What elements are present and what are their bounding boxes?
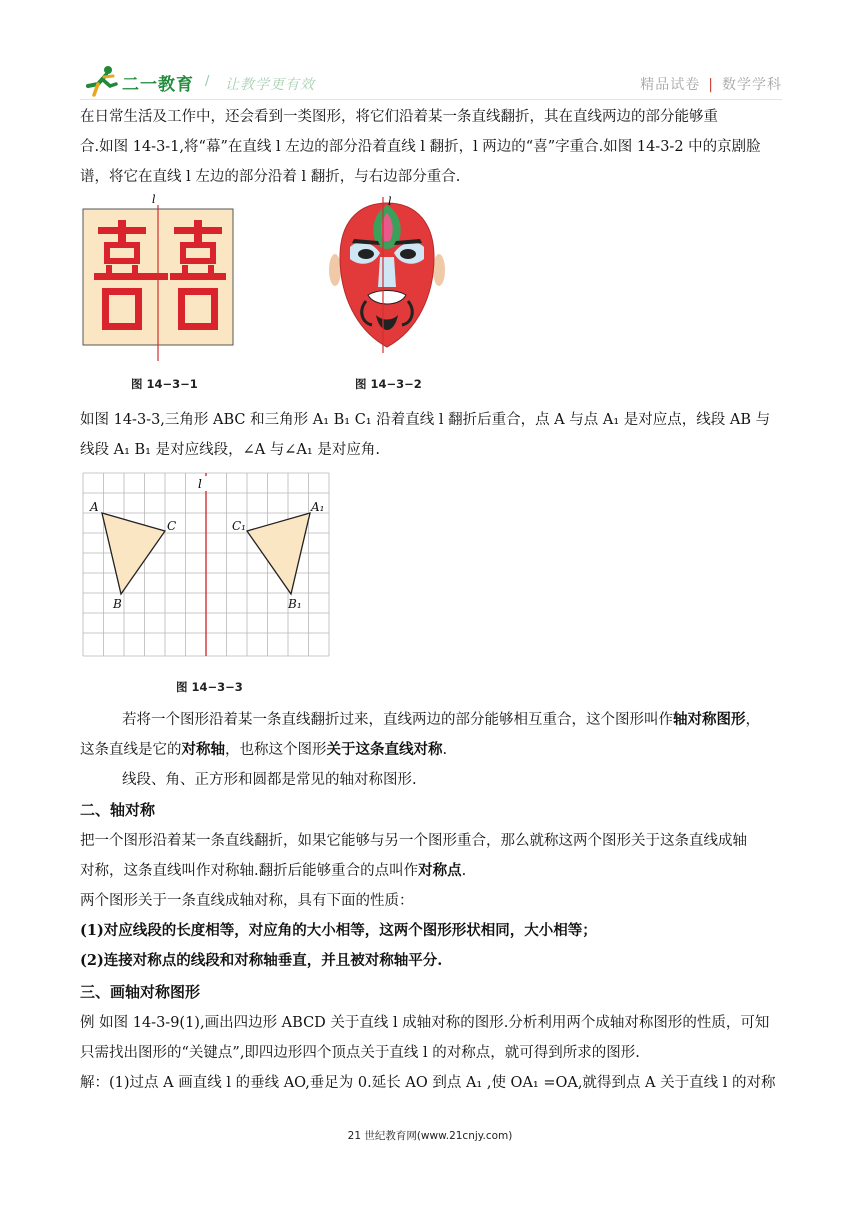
header-tag-exam: 精品试卷 bbox=[640, 77, 701, 93]
figure-double-happiness bbox=[80, 193, 240, 363]
property-1: (1)对应线段的长度相等，对应角的大小相等，这两个图形形状相同，大小相等； bbox=[80, 922, 597, 939]
para3-line1 bbox=[80, 705, 827, 735]
axis-label-l: l bbox=[388, 195, 392, 208]
axis-label-l: l bbox=[198, 477, 202, 491]
para1-line1: 在日常生活及工作中，还会看到一类图形，将它们沿着某一条直线翻折，其在直线两边的部分能够重 bbox=[80, 109, 718, 125]
section2-line1: 把一个图形沿着某一条直线翻折，如果它能够与另一个图形重合，那么就称这两个图形关于这条直线成轴 bbox=[80, 833, 747, 849]
point-label-b: B bbox=[113, 597, 122, 611]
triangle-abc bbox=[102, 513, 165, 594]
section2-line3: 两个图形关于一条直线成轴对称，具有下面的性质： bbox=[80, 893, 414, 909]
para3-text: ，也称这个图形 bbox=[225, 742, 327, 758]
figure1-caption: 图 14−3−1 bbox=[131, 377, 198, 391]
para3-text: 若将一个图形沿着某一条直线翻折过来，直线两边的部分能够相互重合，这个图形叫作 bbox=[122, 712, 673, 728]
section2-heading: 二、轴对称 bbox=[80, 801, 156, 819]
term-symmetric-about-line: 关于这条直线对称 bbox=[326, 741, 443, 758]
para2-line2: 线段 A₁ B₁ 是对应线段，∠A 与∠A₁ 是对应角. bbox=[80, 442, 380, 458]
section3-heading: 三、画轴对称图形 bbox=[80, 983, 201, 1001]
term-axis-symmetric-figure: 轴对称图形 bbox=[673, 711, 746, 728]
header-separator: / bbox=[205, 74, 210, 89]
point-label-c: C bbox=[167, 519, 177, 533]
section3-line2: 只需找出图形的“关键点”,即四边形四个顶点关于直线 l 的对称点，就可得到所求的图形. bbox=[80, 1045, 640, 1061]
header-slogan: 让教学更有效 bbox=[225, 77, 315, 93]
para3-line2 bbox=[80, 735, 785, 765]
section2-text: 对称，这条直线叫作对称轴.翻折后能够重合的点叫作 bbox=[80, 863, 419, 879]
term-axis-of-symmetry: 对称轴 bbox=[181, 741, 225, 758]
axis-label-l: l bbox=[152, 193, 156, 206]
para3-punct: . bbox=[442, 742, 448, 758]
point-label-c1: C₁ bbox=[232, 519, 246, 533]
para1-line3: 谱，将它在直线 l 左边的部分沿着 l 翻折，与右边部分重合. bbox=[80, 169, 461, 185]
para3-punct: ， bbox=[745, 712, 760, 728]
figure-opera-mask bbox=[328, 195, 446, 355]
header-right-separator: | bbox=[708, 77, 714, 93]
section2-punct: . bbox=[461, 863, 467, 879]
triangle-a1b1c1 bbox=[247, 513, 310, 594]
para3-text: 这条直线是它的 bbox=[80, 742, 182, 758]
page-header bbox=[80, 62, 782, 102]
figure2-caption: 图 14−3−2 bbox=[355, 377, 422, 391]
runner-logo-icon bbox=[80, 64, 120, 98]
section3-line1: 例 如图 14-3-9(1),画出四边形 ABCD 关于直线 l 成轴对称的图形.分析利用两个成轴对称图形的性质，可知 bbox=[80, 1015, 770, 1031]
point-label-b1: B₁ bbox=[288, 597, 302, 611]
para2-line1: 如图 14-3-3,三角形 ABC 和三角形 A₁ B₁ C₁ 沿着直线 l 翻折后重合，点 A 与点 A₁ 是对应点，线段 AB 与 bbox=[80, 412, 771, 428]
point-label-a: A bbox=[90, 500, 99, 514]
para1-line2: 合.如图 14-3-1,将“幕”在直线 l 左边的部分沿着直线 l 翻折，l 两边的“喜”字重合.如图 14-3-2 中的京剧脸 bbox=[80, 139, 761, 155]
header-right bbox=[640, 74, 782, 94]
point-label-a1: A₁ bbox=[311, 500, 325, 514]
section2-line2 bbox=[80, 856, 785, 886]
header-tag-subject: 数学学科 bbox=[722, 77, 782, 93]
logo-text: 二一教育 bbox=[122, 75, 194, 95]
section3-line3: 解：(1)过点 A 画直线 l 的垂线 AO,垂足为 0.延长 AO 到点 A₁ ,使 OA₁ =OA,就得到点 A 关于直线 l 的对称 bbox=[80, 1075, 776, 1091]
figure3-caption: 图 14−3−3 bbox=[176, 680, 243, 694]
header-divider bbox=[80, 99, 782, 100]
para3-line3: 线段、角、正方形和圆都是常见的轴对称图形. bbox=[122, 772, 417, 788]
figure-grid-triangles bbox=[80, 470, 332, 662]
property-2: (2)连接对称点的线段和对称轴垂直，并且被对称轴平分. bbox=[80, 952, 443, 969]
page-footer: 21 世纪教育网(www.21cnjy.com) bbox=[347, 1130, 513, 1142]
term-symmetric-point: 对称点 bbox=[418, 862, 462, 879]
